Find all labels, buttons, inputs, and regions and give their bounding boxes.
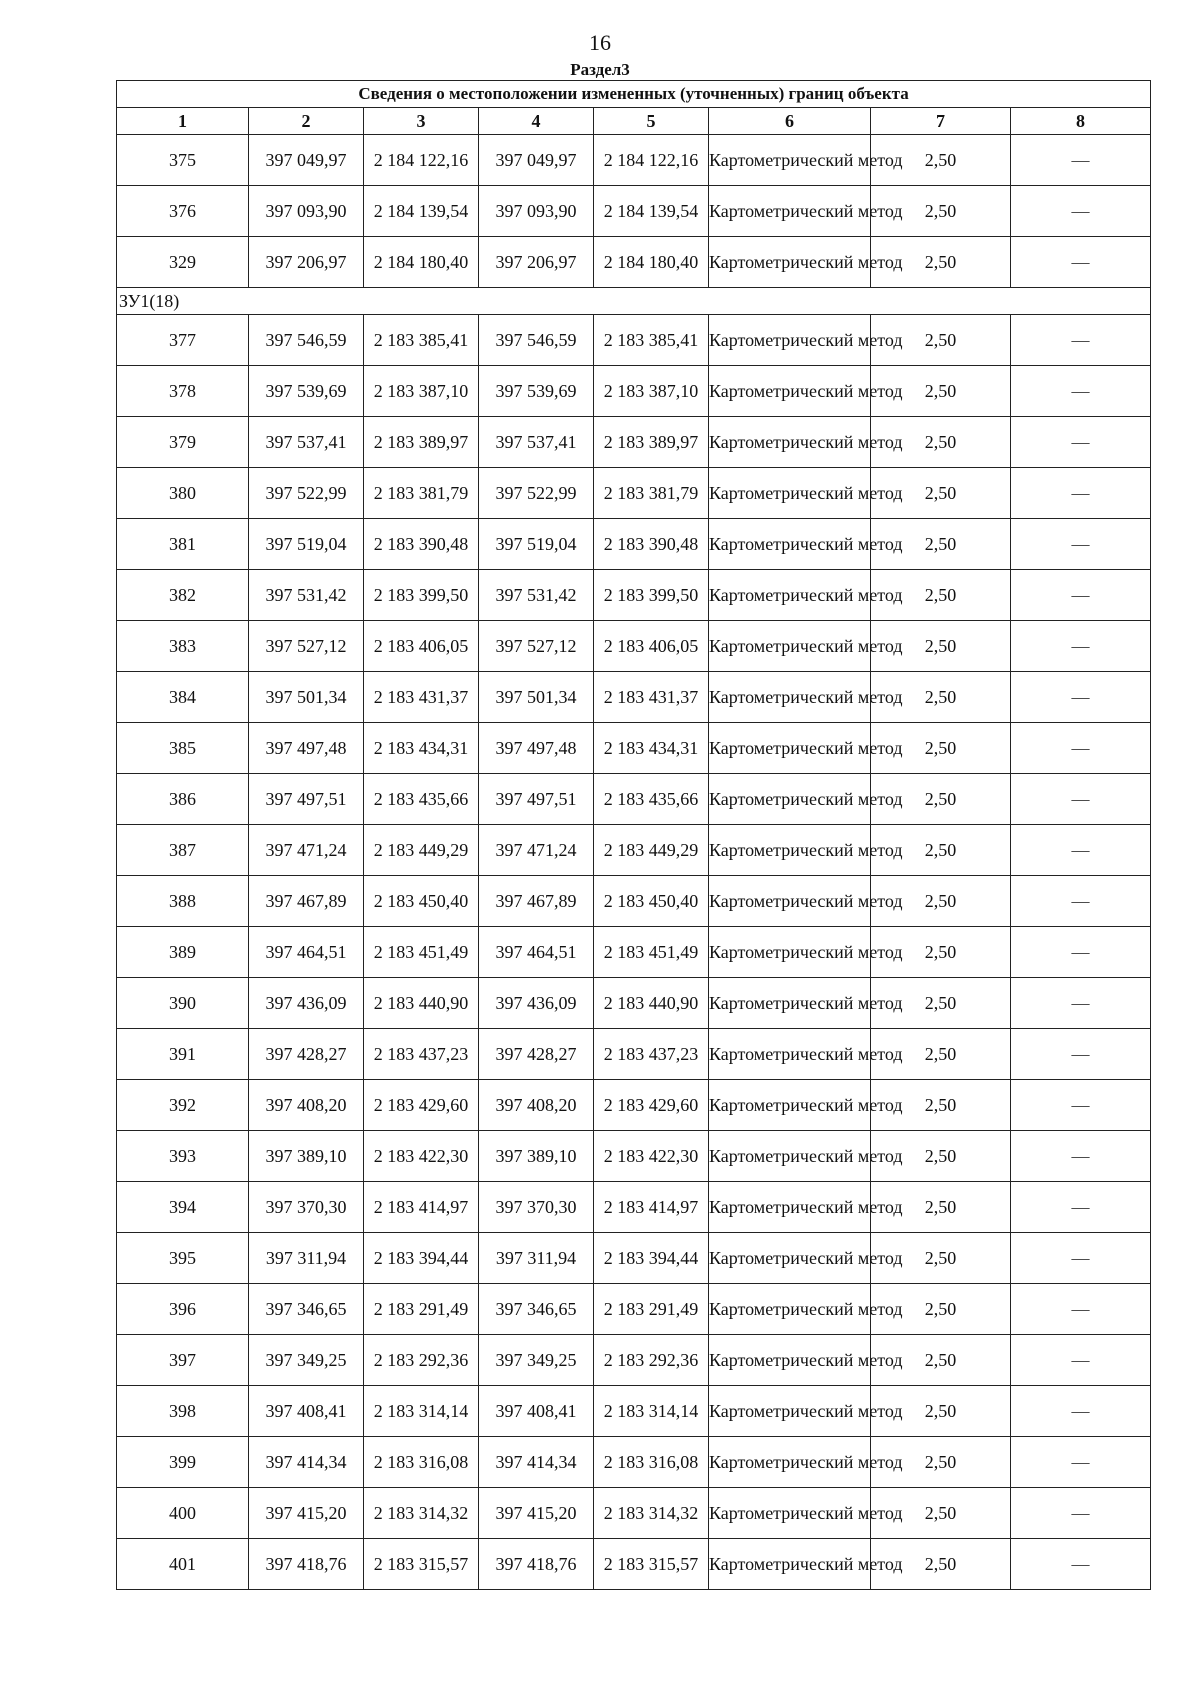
y-existing-cell: 2 183 381,79 <box>364 468 479 519</box>
method-cell: Картометрический метод <box>709 1437 871 1488</box>
method-cell: Картометрический метод <box>709 570 871 621</box>
x-refined-cell: 397 501,34 <box>479 672 594 723</box>
column-number-row <box>117 108 1151 135</box>
table-row <box>117 366 1151 417</box>
x-existing-cell: 397 497,51 <box>249 774 364 825</box>
y-refined-cell: 2 183 451,49 <box>594 927 709 978</box>
table-row <box>117 519 1151 570</box>
table-row <box>117 927 1151 978</box>
x-existing-cell: 397 349,25 <box>249 1335 364 1386</box>
accuracy-cell: 2,50 <box>871 1080 1011 1131</box>
group-header <box>117 288 1151 315</box>
table-row <box>117 1386 1151 1437</box>
method-cell: Картометрический метод <box>709 774 871 825</box>
x-refined-cell: 397 370,30 <box>479 1182 594 1233</box>
x-refined-cell: 397 311,94 <box>479 1233 594 1284</box>
y-refined-cell: 2 184 139,54 <box>594 186 709 237</box>
x-refined-cell: 397 093,90 <box>479 186 594 237</box>
table-row <box>117 825 1151 876</box>
table-row <box>117 1335 1151 1386</box>
x-refined-cell: 397 436,09 <box>479 978 594 1029</box>
x-refined-cell: 397 408,20 <box>479 1080 594 1131</box>
y-existing-cell: 2 183 451,49 <box>364 927 479 978</box>
y-refined-cell: 2 183 406,05 <box>594 621 709 672</box>
x-existing-cell: 397 370,30 <box>249 1182 364 1233</box>
point-number-cell: 393 <box>117 1131 249 1182</box>
point-number-cell: 391 <box>117 1029 249 1080</box>
y-refined-cell: 2 183 434,31 <box>594 723 709 774</box>
point-number-cell: 395 <box>117 1233 249 1284</box>
y-existing-cell: 2 183 389,97 <box>364 417 479 468</box>
x-existing-cell: 397 418,76 <box>249 1539 364 1590</box>
page-number: 16 <box>589 30 611 55</box>
y-refined-cell: 2 183 314,32 <box>594 1488 709 1539</box>
method-cell: Картометрический метод <box>709 366 871 417</box>
note-cell: — <box>1011 876 1151 927</box>
y-existing-cell: 2 183 315,57 <box>364 1539 479 1590</box>
table-row <box>117 237 1151 288</box>
table-row <box>117 1437 1151 1488</box>
note-cell: — <box>1011 1437 1151 1488</box>
point-number-cell: 383 <box>117 621 249 672</box>
note-cell: — <box>1011 1539 1151 1590</box>
method-cell: Картометрический метод <box>709 621 871 672</box>
x-existing-cell: 397 436,09 <box>249 978 364 1029</box>
accuracy-cell: 2,50 <box>871 723 1011 774</box>
y-refined-cell: 2 183 450,40 <box>594 876 709 927</box>
note-cell: — <box>1011 927 1151 978</box>
y-refined-cell: 2 183 389,97 <box>594 417 709 468</box>
y-existing-cell: 2 183 422,30 <box>364 1131 479 1182</box>
column-number: 1 <box>117 108 249 135</box>
x-existing-cell: 397 464,51 <box>249 927 364 978</box>
note-cell: — <box>1011 1233 1151 1284</box>
point-number-cell: 400 <box>117 1488 249 1539</box>
x-refined-cell: 397 346,65 <box>479 1284 594 1335</box>
x-refined-cell: 397 522,99 <box>479 468 594 519</box>
x-refined-cell: 397 537,41 <box>479 417 594 468</box>
y-refined-cell: 2 183 431,37 <box>594 672 709 723</box>
x-existing-cell: 397 522,99 <box>249 468 364 519</box>
x-existing-cell: 397 497,48 <box>249 723 364 774</box>
note-cell: — <box>1011 519 1151 570</box>
method-cell: Картометрический метод <box>709 978 871 1029</box>
point-number-cell: 398 <box>117 1386 249 1437</box>
x-refined-cell: 397 497,51 <box>479 774 594 825</box>
accuracy-cell: 2,50 <box>871 417 1011 468</box>
note-cell: — <box>1011 1386 1151 1437</box>
point-number-cell: 385 <box>117 723 249 774</box>
y-refined-cell: 2 183 316,08 <box>594 1437 709 1488</box>
accuracy-cell: 2,50 <box>871 774 1011 825</box>
x-existing-cell: 397 531,42 <box>249 570 364 621</box>
method-cell: Картометрический метод <box>709 135 871 186</box>
y-existing-cell: 2 183 291,49 <box>364 1284 479 1335</box>
y-refined-cell: 2 183 291,49 <box>594 1284 709 1335</box>
point-number-cell: 382 <box>117 570 249 621</box>
x-existing-cell: 397 415,20 <box>249 1488 364 1539</box>
y-existing-cell: 2 183 387,10 <box>364 366 479 417</box>
table-row <box>117 978 1151 1029</box>
method-cell: Картометрический метод <box>709 1386 871 1437</box>
accuracy-cell: 2,50 <box>871 315 1011 366</box>
x-refined-cell: 397 519,04 <box>479 519 594 570</box>
point-number-cell: 399 <box>117 1437 249 1488</box>
point-number-cell: 386 <box>117 774 249 825</box>
note-cell: — <box>1011 825 1151 876</box>
point-number-cell: 388 <box>117 876 249 927</box>
y-existing-cell: 2 183 450,40 <box>364 876 479 927</box>
accuracy-cell: 2,50 <box>871 825 1011 876</box>
x-existing-cell: 397 093,90 <box>249 186 364 237</box>
y-existing-cell: 2 183 429,60 <box>364 1080 479 1131</box>
section-label: Раздел3 <box>570 60 630 79</box>
accuracy-cell: 2,50 <box>871 519 1011 570</box>
method-cell: Картометрический метод <box>709 1488 871 1539</box>
x-refined-cell: 397 428,27 <box>479 1029 594 1080</box>
point-number-cell: 392 <box>117 1080 249 1131</box>
table-row <box>117 135 1151 186</box>
y-existing-cell: 2 183 316,08 <box>364 1437 479 1488</box>
note-cell: — <box>1011 1080 1151 1131</box>
accuracy-cell: 2,50 <box>871 1335 1011 1386</box>
y-existing-cell: 2 183 385,41 <box>364 315 479 366</box>
method-cell: Картометрический метод <box>709 672 871 723</box>
y-existing-cell: 2 183 314,14 <box>364 1386 479 1437</box>
method-cell: Картометрический метод <box>709 1131 871 1182</box>
column-number: 2 <box>249 108 364 135</box>
method-cell: Картометрический метод <box>709 1182 871 1233</box>
y-refined-cell: 2 183 429,60 <box>594 1080 709 1131</box>
y-existing-cell: 2 183 435,66 <box>364 774 479 825</box>
method-cell: Картометрический метод <box>709 825 871 876</box>
y-existing-cell: 2 183 390,48 <box>364 519 479 570</box>
accuracy-cell: 2,50 <box>871 570 1011 621</box>
accuracy-cell: 2,50 <box>871 186 1011 237</box>
x-refined-cell: 397 531,42 <box>479 570 594 621</box>
table-row <box>117 315 1151 366</box>
column-number: 4 <box>479 108 594 135</box>
accuracy-cell: 2,50 <box>871 1386 1011 1437</box>
x-existing-cell: 397 049,97 <box>249 135 364 186</box>
y-refined-cell: 2 183 315,57 <box>594 1539 709 1590</box>
point-number-cell: 401 <box>117 1539 249 1590</box>
point-number-cell: 378 <box>117 366 249 417</box>
x-refined-cell: 397 408,41 <box>479 1386 594 1437</box>
y-existing-cell: 2 183 437,23 <box>364 1029 479 1080</box>
method-cell: Картометрический метод <box>709 1029 871 1080</box>
table-row <box>117 1488 1151 1539</box>
y-refined-cell: 2 183 440,90 <box>594 978 709 1029</box>
coordinates-table <box>116 80 1151 1590</box>
column-number: 6 <box>709 108 871 135</box>
accuracy-cell: 2,50 <box>871 621 1011 672</box>
point-number-cell: 380 <box>117 468 249 519</box>
x-existing-cell: 397 537,41 <box>249 417 364 468</box>
accuracy-cell: 2,50 <box>871 1182 1011 1233</box>
method-cell: Картометрический метод <box>709 237 871 288</box>
point-number-cell: 384 <box>117 672 249 723</box>
x-refined-cell: 397 467,89 <box>479 876 594 927</box>
note-cell: — <box>1011 1284 1151 1335</box>
y-refined-cell: 2 184 180,40 <box>594 237 709 288</box>
x-refined-cell: 397 389,10 <box>479 1131 594 1182</box>
y-refined-cell: 2 183 314,14 <box>594 1386 709 1437</box>
note-cell: — <box>1011 570 1151 621</box>
x-refined-cell: 397 206,97 <box>479 237 594 288</box>
x-existing-cell: 397 346,65 <box>249 1284 364 1335</box>
x-existing-cell: 397 539,69 <box>249 366 364 417</box>
x-existing-cell: 397 467,89 <box>249 876 364 927</box>
table-row <box>117 876 1151 927</box>
x-refined-cell: 397 349,25 <box>479 1335 594 1386</box>
point-number-cell: 390 <box>117 978 249 1029</box>
method-cell: Картометрический метод <box>709 519 871 570</box>
table-row <box>117 1029 1151 1080</box>
method-cell: Картометрический метод <box>709 417 871 468</box>
accuracy-cell: 2,50 <box>871 468 1011 519</box>
note-cell: — <box>1011 774 1151 825</box>
y-existing-cell: 2 183 431,37 <box>364 672 479 723</box>
table-row <box>117 1080 1151 1131</box>
note-cell: — <box>1011 1335 1151 1386</box>
note-cell: — <box>1011 672 1151 723</box>
point-number-cell: 377 <box>117 315 249 366</box>
table-title: Сведения о местоположении измененных (уточненных) границ объекта <box>117 81 1151 108</box>
method-cell: Картометрический метод <box>709 1284 871 1335</box>
method-cell: Картометрический метод <box>709 1080 871 1131</box>
y-existing-cell: 2 184 180,40 <box>364 237 479 288</box>
accuracy-cell: 2,50 <box>871 1437 1011 1488</box>
x-existing-cell: 397 408,41 <box>249 1386 364 1437</box>
y-refined-cell: 2 183 435,66 <box>594 774 709 825</box>
x-refined-cell: 397 418,76 <box>479 1539 594 1590</box>
table-row <box>117 621 1151 672</box>
accuracy-cell: 2,50 <box>871 672 1011 723</box>
x-existing-cell: 397 408,20 <box>249 1080 364 1131</box>
method-cell: Картометрический метод <box>709 468 871 519</box>
method-cell: Картометрический метод <box>709 1335 871 1386</box>
accuracy-cell: 2,50 <box>871 366 1011 417</box>
y-existing-cell: 2 184 139,54 <box>364 186 479 237</box>
point-number-cell: 387 <box>117 825 249 876</box>
note-cell: — <box>1011 621 1151 672</box>
note-cell: — <box>1011 417 1151 468</box>
x-refined-cell: 397 546,59 <box>479 315 594 366</box>
method-cell: Картометрический метод <box>709 876 871 927</box>
point-number-cell: 381 <box>117 519 249 570</box>
note-cell: — <box>1011 1488 1151 1539</box>
note-cell: — <box>1011 723 1151 774</box>
table-row <box>117 1284 1151 1335</box>
x-existing-cell: 397 389,10 <box>249 1131 364 1182</box>
y-refined-cell: 2 183 292,36 <box>594 1335 709 1386</box>
x-existing-cell: 397 428,27 <box>249 1029 364 1080</box>
y-refined-cell: 2 183 399,50 <box>594 570 709 621</box>
accuracy-cell: 2,50 <box>871 876 1011 927</box>
y-existing-cell: 2 183 399,50 <box>364 570 479 621</box>
table-row <box>117 1539 1151 1590</box>
y-refined-cell: 2 183 390,48 <box>594 519 709 570</box>
method-cell: Картометрический метод <box>709 186 871 237</box>
x-existing-cell: 397 546,59 <box>249 315 364 366</box>
table-row <box>117 1233 1151 1284</box>
point-number-cell: 375 <box>117 135 249 186</box>
y-existing-cell: 2 183 434,31 <box>364 723 479 774</box>
accuracy-cell: 2,50 <box>871 1029 1011 1080</box>
x-existing-cell: 397 471,24 <box>249 825 364 876</box>
y-refined-cell: 2 183 422,30 <box>594 1131 709 1182</box>
y-refined-cell: 2 184 122,16 <box>594 135 709 186</box>
point-number-cell: 376 <box>117 186 249 237</box>
accuracy-cell: 2,50 <box>871 1131 1011 1182</box>
x-refined-cell: 397 464,51 <box>479 927 594 978</box>
accuracy-cell: 2,50 <box>871 1539 1011 1590</box>
point-number-cell: 397 <box>117 1335 249 1386</box>
accuracy-cell: 2,50 <box>871 237 1011 288</box>
table-row <box>117 468 1151 519</box>
note-cell: — <box>1011 1029 1151 1080</box>
x-refined-cell: 397 415,20 <box>479 1488 594 1539</box>
note-cell: — <box>1011 135 1151 186</box>
table-row <box>117 723 1151 774</box>
point-number-cell: 389 <box>117 927 249 978</box>
accuracy-cell: 2,50 <box>871 1488 1011 1539</box>
point-number-cell: 379 <box>117 417 249 468</box>
note-cell: — <box>1011 978 1151 1029</box>
accuracy-cell: 2,50 <box>871 927 1011 978</box>
y-refined-cell: 2 183 387,10 <box>594 366 709 417</box>
note-cell: — <box>1011 1182 1151 1233</box>
table-row <box>117 1131 1151 1182</box>
accuracy-cell: 2,50 <box>871 135 1011 186</box>
method-cell: Картометрический метод <box>709 1233 871 1284</box>
note-cell: — <box>1011 186 1151 237</box>
note-cell: — <box>1011 366 1151 417</box>
group-label: ЗУ1(18) <box>117 288 1151 315</box>
accuracy-cell: 2,50 <box>871 1233 1011 1284</box>
y-existing-cell: 2 183 406,05 <box>364 621 479 672</box>
y-existing-cell: 2 183 440,90 <box>364 978 479 1029</box>
x-existing-cell: 397 206,97 <box>249 237 364 288</box>
note-cell: — <box>1011 315 1151 366</box>
point-number-cell: 394 <box>117 1182 249 1233</box>
method-cell: Картометрический метод <box>709 315 871 366</box>
table-row <box>117 570 1151 621</box>
x-refined-cell: 397 527,12 <box>479 621 594 672</box>
x-existing-cell: 397 501,34 <box>249 672 364 723</box>
y-refined-cell: 2 183 381,79 <box>594 468 709 519</box>
y-refined-cell: 2 183 449,29 <box>594 825 709 876</box>
y-refined-cell: 2 183 394,44 <box>594 1233 709 1284</box>
note-cell: — <box>1011 237 1151 288</box>
x-existing-cell: 397 414,34 <box>249 1437 364 1488</box>
rows-after-group <box>117 315 1151 1590</box>
y-existing-cell: 2 183 414,97 <box>364 1182 479 1233</box>
y-existing-cell: 2 184 122,16 <box>364 135 479 186</box>
accuracy-cell: 2,50 <box>871 978 1011 1029</box>
x-existing-cell: 397 519,04 <box>249 519 364 570</box>
x-refined-cell: 397 497,48 <box>479 723 594 774</box>
method-cell: Картометрический метод <box>709 927 871 978</box>
point-number-cell: 396 <box>117 1284 249 1335</box>
column-number: 7 <box>871 108 1011 135</box>
x-existing-cell: 397 311,94 <box>249 1233 364 1284</box>
y-refined-cell: 2 183 385,41 <box>594 315 709 366</box>
x-refined-cell: 397 539,69 <box>479 366 594 417</box>
table-row <box>117 774 1151 825</box>
y-existing-cell: 2 183 292,36 <box>364 1335 479 1386</box>
accuracy-cell: 2,50 <box>871 1284 1011 1335</box>
note-cell: — <box>1011 468 1151 519</box>
y-refined-cell: 2 183 437,23 <box>594 1029 709 1080</box>
column-number: 3 <box>364 108 479 135</box>
column-number: 5 <box>594 108 709 135</box>
rows-before-group <box>117 135 1151 288</box>
x-refined-cell: 397 471,24 <box>479 825 594 876</box>
note-cell: — <box>1011 1131 1151 1182</box>
x-existing-cell: 397 527,12 <box>249 621 364 672</box>
table-row <box>117 186 1151 237</box>
y-existing-cell: 2 183 449,29 <box>364 825 479 876</box>
x-refined-cell: 397 049,97 <box>479 135 594 186</box>
column-number: 8 <box>1011 108 1151 135</box>
table-row <box>117 672 1151 723</box>
method-cell: Картометрический метод <box>709 1539 871 1590</box>
method-cell: Картометрический метод <box>709 723 871 774</box>
point-number-cell: 329 <box>117 237 249 288</box>
y-existing-cell: 2 183 314,32 <box>364 1488 479 1539</box>
y-existing-cell: 2 183 394,44 <box>364 1233 479 1284</box>
table-row <box>117 1182 1151 1233</box>
y-refined-cell: 2 183 414,97 <box>594 1182 709 1233</box>
x-refined-cell: 397 414,34 <box>479 1437 594 1488</box>
table-row <box>117 417 1151 468</box>
